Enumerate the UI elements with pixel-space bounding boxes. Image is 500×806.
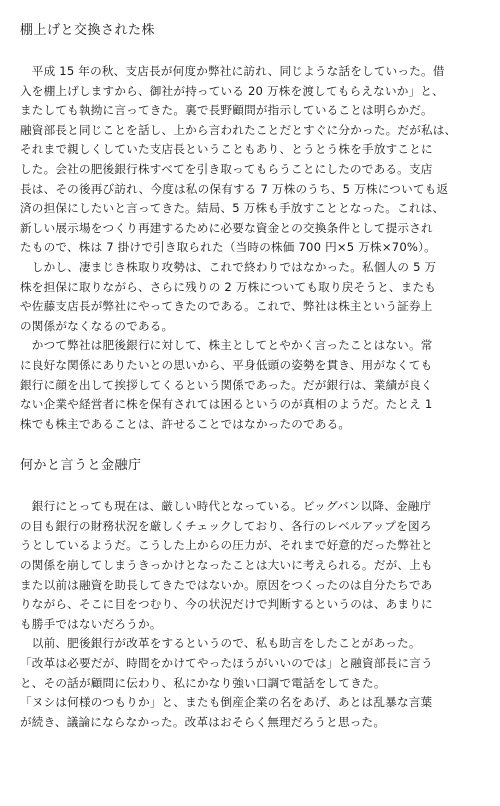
- heading-spacer: [20, 475, 486, 497]
- section-heading: 何かと言うと金融庁: [20, 458, 142, 474]
- paragraph-line: 済の担保にしたいと言ってきた。結局、5 万株も手放すこととなった。これは、: [20, 201, 445, 216]
- paragraph-line: 銀行に顔を出して挨拶してくるという関係であった。だが銀行は、業績が良く: [20, 377, 433, 392]
- paragraph-line: 新しい展示場をつくり再建するために必要な資金との交換条件として提示され: [20, 220, 433, 235]
- paragraph-line: りながら、そこに目をつむり、今の状況だけで判断するというのは、あまりに: [20, 597, 433, 612]
- paragraph-line: しかし、凄まじき株取り攻勢は、これで終わりではなかった。私個人の 5 万: [20, 259, 437, 274]
- paragraph-line: 融資部長と同じことを話し、上から言われたことだとすぐに分かった。だが私は、: [20, 122, 457, 137]
- paragraph-line: 「ヌシは何様のつもりか」と、またも倒産企業の名をあげ、あとは乱暴な言葉: [20, 695, 433, 710]
- paragraph-line: が続き、議論にならなかった。改革はおそらく無理だろうと思った。: [20, 714, 386, 729]
- paragraph-line: 以前、肥後銀行が改革をするというので、私も助言をしたことがあった。: [20, 636, 421, 651]
- paragraph-line: の関係を崩してしまうきっかけとなったことは大いに考えられる。だが、上も: [20, 558, 433, 573]
- paragraph-line: うとしているようだ。こうした上からの圧力が、それまで好意的だった弊社と: [20, 538, 433, 553]
- paragraph-line: と、その話が顧問に伝わり、私にかなり強い口調で電話をしてきた。: [20, 675, 386, 690]
- section-spacer: [20, 434, 486, 457]
- paragraph-line: かつて弊社は肥後銀行に対して、株主としてとやかく言ったことはない。常: [20, 338, 433, 353]
- paragraph-line: 平成 15 年の秋、支店長が何度か弊社に訪れ、同じような話をしていった。借: [20, 64, 445, 78]
- paragraph-line: 株でも株主であることは、許せることではなかったのである。: [20, 416, 351, 431]
- paragraph-line: に良好な関係にありたいとの思いから、平身低頭の姿勢を貫き、用がなくても: [20, 357, 433, 372]
- paragraph-line: それまで親しくしていた支店長ということもあり、とうとう株を手放すことに: [20, 142, 433, 157]
- paragraph-line: の目も銀行の財務状況を厳しくチェックしており、各行のレベルアップを図ろ: [20, 518, 432, 533]
- heading-spacer: [20, 40, 486, 62]
- document-page: [20, 22, 486, 732]
- paragraph-line: も勝手ではないだろうか。: [20, 616, 162, 631]
- paragraph-line: 入を棚上げしますから、御社が持っている 20 万株を渡してもらえないか」と、: [20, 83, 444, 98]
- paragraph-line: たもので、株は 7 掛けで引き取られた（当時の株価 700 円×5 万株×70%）。: [20, 240, 436, 255]
- paragraph-line: ない企業や経営者に株を保有されては困るというのが真相のようだ。たとえ 1: [20, 397, 433, 412]
- paragraph-line: の関係がなくなるのである。: [20, 318, 174, 333]
- section-heading: 棚上げと交換された株: [20, 23, 156, 38]
- paragraph-line: 株を担保に取りながら、さらに残りの 2 万株についても取り戻そうと、またも: [20, 279, 437, 294]
- paragraph-line: 「改革は必要だが、時間をかけてやったほうがいいのでは」と融資部長に言う: [20, 656, 433, 671]
- section-body: [20, 62, 486, 434]
- paragraph-line: またしても執拗に言ってきた。裏で長野顧問が指示していることは明らかだ。: [20, 103, 433, 118]
- section-body: [20, 497, 486, 732]
- paragraph-line: や佐藤支店長が弊社にやってきたのである。これで、弊社は株主という証券上: [20, 299, 433, 314]
- paragraph-line: 長は、その後再び訪れ、今度は私の保有する 7 万株のうち、5 万株についても返: [20, 181, 449, 196]
- paragraph-line: 銀行にとっても現在は、厳しい時代となっている。ビッグバン以降、金融庁: [20, 499, 432, 514]
- paragraph-line: また以前は融資を助長してきたではないか。原因をつくったのは自分たちであ: [20, 577, 433, 592]
- paragraph-line: した。会社の肥後銀行株すべてを引き取ってもらうことにしたのである。支店: [20, 161, 433, 176]
